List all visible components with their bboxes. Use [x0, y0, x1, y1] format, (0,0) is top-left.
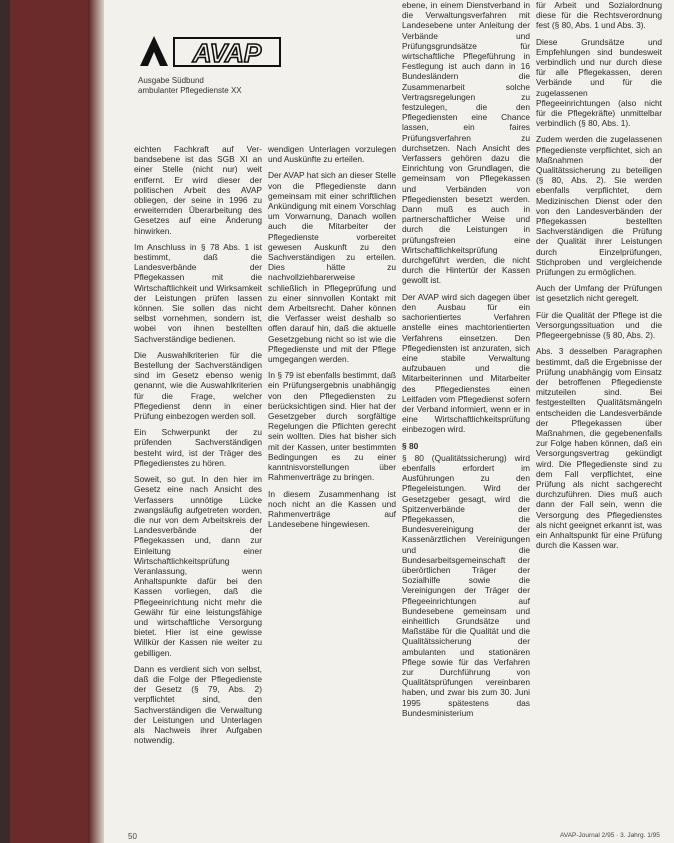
text-column-2 [268, 144, 396, 834]
book-spine-red [10, 0, 90, 843]
publication-subtitle [138, 76, 242, 96]
book-spine-dark [0, 0, 10, 843]
section-heading: § 80 [402, 440, 419, 451]
paragraph: In § 79 ist ebenfalls bestimmt, daß ein Prüfungsergebnis unabhängig von den Pflegediensten zu berücksichtigen sind. Hier hat der Gesetzgeber durch sorgfältige Regelungen die Pflichten gerecht sein wollten. Dies hat bisher sich mit der Kassen, unter bestimmten Bedingungen es zu einer kanntnisvorstellungen über Rahmenverträge zu bringen. [268, 370, 396, 483]
paragraph: Soweit, so gut. In den hier im Gesetz eine nach Ansicht des Verfassers unnötige Lücke zwangsläufig aufgetreten worden, die nur von dem Arbeitskreis der Landesverbände der Pflegekassen und, dann zur Einleitung einer Wirtschaftlichkeitsprüfung Veranlassung, wenn Anhaltspunkte dafür bei den Kassen vorliegen, daß die Pflegeeinrichtung nicht mehr die Gewähr für eine leistungsfähige und wirtschaftliche Versorgung bietet. Hier ist eine gewisse Willkür der Kassen nie weiter zu gebilligen. [134, 474, 262, 658]
paragraph: Zudem werden die zugelassenen Pflegedienste verpflichtet, sich an Maßnahmen der Qualitätssicherung zu beteiligen (§ 80, Abs. 2). Sie werden ebenfalls verpflichtet, dem Medizinischen Dienst oder den von den Landesverbänden der Pflegekassen bestellten Sachverständigen die Prüfung der Qualität ihrer Leistungen durch Einzelprüfungen, Stichproben und vergleichende Prüfungen zu ermöglichen. [536, 134, 662, 278]
paragraph: Für die Qualität der Pflege ist die Versorgungssituation und die Pflegeergebnisse (§ 80, Abs. 2). [536, 309, 662, 341]
paragraph: für Arbeit und Sozialordnung diese für die Rechtsverordnung fest (§ 80, Abs. 1 und Abs. 3). [536, 0, 662, 31]
page-number: 50 [128, 832, 137, 841]
subtitle-line-1: Ausgabe Südbund [138, 76, 204, 85]
paragraph: wendigen Unterlagen vorzulegen und Auskünfte zu erteilen. [268, 144, 396, 165]
paragraph: In diesem Zusammenhang ist noch nicht an die Kassen und Rahmenverträge auf Landesebene hingewiesen. [268, 488, 396, 530]
paragraph: Auch der Umfang der Prüfungen ist gesetzlich nicht geregelt. [536, 283, 662, 304]
paragraph: Im Anschluss in § 78 Abs. 1 ist bestimmt, daß die Landesverbände der Pflegekassen mit die Wirtschaftlichkeit und Wirksamkeit der Leistungen prüfen lassen können. Sie sollen das nicht selbst vornehmen, sondern ist, wobei von ihnen bestellten Sachverständige bedienen. [134, 241, 262, 344]
paragraph: Der AVAP wird sich dagegen über den Ausbau für ein sachorientiertes Verfahren anstelle eines machtorientierten Verfahrens einsetzen. Den Pflegediensten ist anzuraten, sich eine stabile Verwaltung aufzubauen und die Mitarbeiterinnen und Mitarbeiter des Pflegedienstes einen Leitfaden vom Pflegedienst sofern der Verband informiert, wenn er in eine Wirtschaftlichkeitsprüfung einbezogen wird. [402, 291, 530, 435]
paragraph: eichten Fachkraft auf Ver- bandsebene ist das SGB XI an einer Stelle (nicht nur) weit entfernt. Er wird dieser der politischen Arbeit des AVAP obliegen, der seine in 1996 zu erweiternden Überarbeitung des Gesetzes auf eine Änderung hinwirken. [134, 144, 262, 236]
logo-text: AVAP [192, 38, 262, 68]
paragraph: § 80 (Qualitätssicherung) wird ebenfalls erfordert im Ausführungen zu den Pflegeleistungen. Wird der Gesetzgeber gesagt, wird die Spitzenverbände der Pflegekassen, die Bundesvereinigung der Kassenärztlichen Vereinigungen und die Bundesarbeitsgemeinschaft der überörtlichen Träger der Sozialhilfe sowie die Vereinigungen der Träger der Pflegeeinrichtungen auf Bundesebene gemeinsam und einheitlich Grundsätze und Maßstäbe für die Qualität und die Qualitätssicherung der ambulanten und stationären Pflege sowie für das Verfahren zur Durchführung von Qualitätsprüfungen vereinbaren haben, und zwar bis zum 30. Juni 1995 spätestens das Bundesministerium [402, 452, 530, 718]
paragraph: Diese Grundsätze und Empfehlungen sind bundesweit verbindlich und nur durch diese für alle Pflegekassen, deren Verbände und für die zugelassenen Pflegeeinrichtungen (also nicht für die Pflegekräfte) unmittelbar verbindlich (§ 80, Abs. 1). [536, 36, 662, 129]
issue-footer: AVAP-Journal 2/95 · 3. Jahrg. 1/95 [560, 832, 660, 839]
avap-logo [138, 32, 282, 70]
subtitle-line-2: ambulanter Pflegedienste XX [138, 86, 242, 95]
text-column-3 [402, 0, 530, 834]
text-column-4 [536, 0, 662, 834]
paragraph: ebene, in einem Dienstverband in die Verwaltungsverfahren mit Landesebene unter Anleitung der Verbände und Prüfungsgrundsätze für wirtschaftliche Pflegeführung in Festlegung ist auch dann in 16 Bundesländern die Zusammenarbeit solche Vertragsregelungen zu festzulegen, die den Pflegediensten eine Chance lassen, ein faires Prüfungsverfahren zu durchsetzen. Nach Ansicht des Verfassers gehören dazu die Einrichtung von Grundlagen, die gemeinsam von Pflegekassen und Verbänden von Pflegediensten besetzt werden. Dann muß es auch in partnerschaftlicher Weise und durch die Leistungen in prüfungsfreien eine Wirtschaftlichkeitsprüfung durchgeführt werden, die nicht durch die Hintertür der Kassen gewollt ist. [402, 0, 530, 286]
paragraph: Der AVAP hat sich an dieser Stelle von die Pflegedienste dann gemeinsam mit einer schriftlichen Ankündigung mit einem Vorschlag um Vorwarnung, Danach wollen auch die Mitarbeiter der Pflegedienste vorbereitet gewesen Auskunft zu den Sachverständigen zu erteilen. Dies hätte zu nachvollziehbarerweise schließlich in Pflegeprüfung und zu einer sinnvollen Kontakt mit dem Arbeitsrecht. Daher können die Verfasser weist deshalb so offen darauf hin, daß die aktuelle Gesetzgebung nicht so ist wie die Pflegedienste und mit der Pflege umgegangen werden. [268, 170, 396, 365]
paragraph: Abs. 3 desselben Paragraphen bestimmt, daß die Ergebnisse der Prüfung unabhängig vom Einsatz der betroffenen Pflegedienste mitzuteilen sind. Bei festgestellten Qualitätsmängeln entscheiden die Landesverbände der Pflegekassen über Maßnahmen, die gegebenenfalls zur Folge haben können, daß ein Versorgungsvertrag gekündigt wird. Die Pflegedienste sind zu dem Fall verpflichtet, eine Prüfung als nicht sachgerecht durchzuführen. Dies muß auch dann der Fall sein, wenn die Versorgung des Pflegedienstes als nicht geeignet erkannt ist, was ein Anhaltspunkt für eine Prüfung durch die Kassen war. [536, 346, 662, 551]
paragraph: Dann es verdient sich von selbst, daß die Folge der Pflegedienste der Gesetz (§ 79, Abs. 2) verpflichtet sind, den Sachverständigen die Verwaltung der Leistungen und Unterlagen als Nachweis ihrer Aufgaben notwendig. [134, 663, 262, 746]
page-gutter-shadow [88, 0, 104, 843]
paragraph: Die Auswahlkriterien für die Bestellung der Sachverständigen sind im Gesetz ebenso wenig genannt, wie die Auswahlkriterien für die Frage, welcher Pflegedienst denn in einer Prüfung einbezogen werden soll. [134, 349, 262, 422]
text-column-1 [134, 144, 262, 834]
paragraph: Ein Schwerpunkt der zu prüfenden Sachverständigen besteht wird, ist der Träger des Pflegedienstes zu hören. [134, 427, 262, 468]
avap-logo-icon [138, 32, 282, 70]
